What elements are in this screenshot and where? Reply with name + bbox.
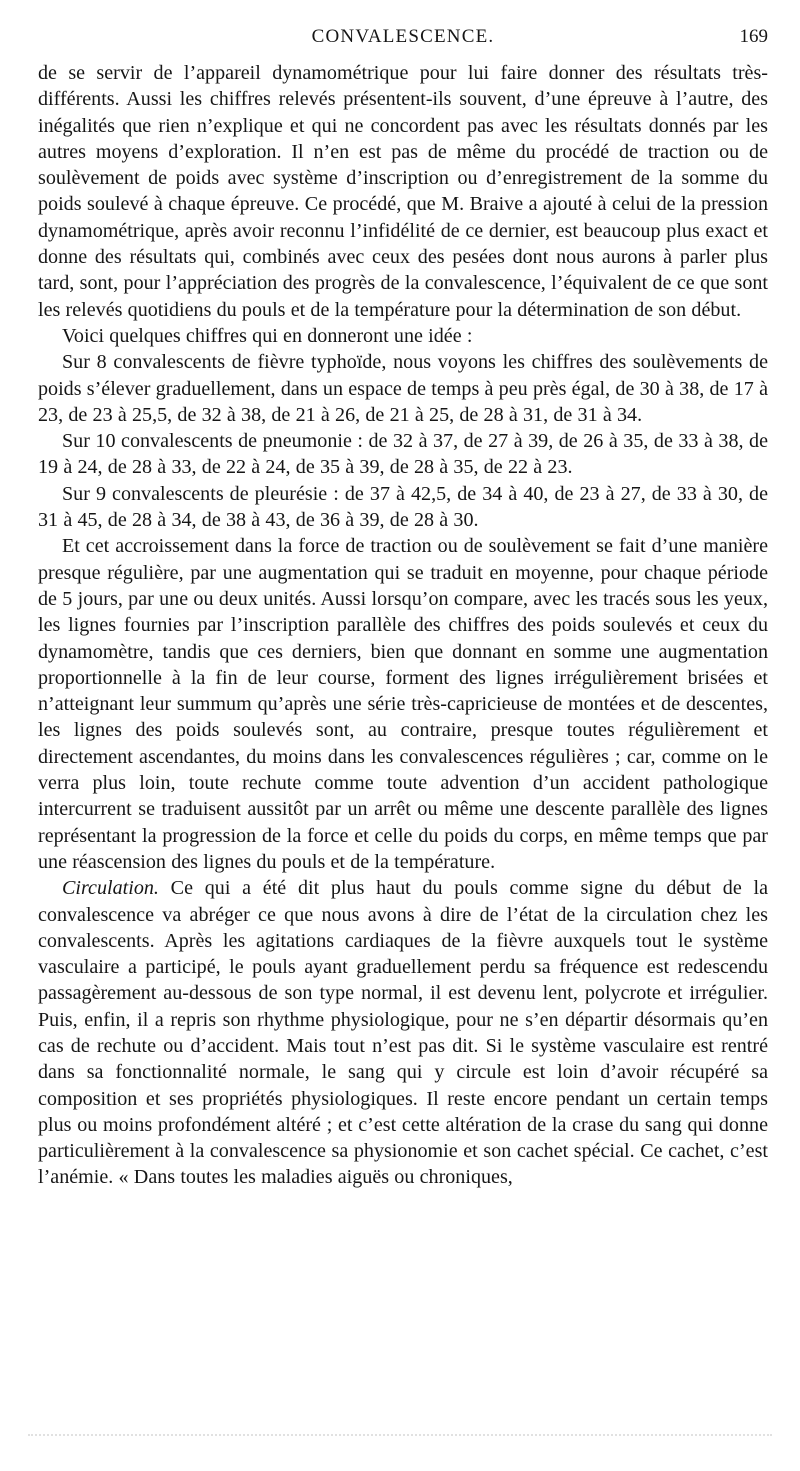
paragraph-circulation [38,875,768,1191]
paragraph-text: Sur 10 convalescents de pneumonie : de 32 à 37, de 27 à 39, de 26 à 35, de 33 à 38, de 19 à 24, de 28 à 33, de 22 à 24, de 35 à 39, de 28 à 35, de 22 à 23. [38,430,768,479]
paragraph-dynamometric-method [38,60,768,323]
book-page [38,26,768,1446]
paragraph-text: Et cet accroissement dans la force de traction ou de soulèvement se fait d’une manière presque régulière, par une augmentation qui se traduit en moyenne, pour chaque période de 5 jours, par une ou deux unités. Aussi lorsqu’on compare, avec les tracés sous les yeux, les lignes fournies par l’inscription parallèle des chiffres des poids soulevés et ceux du dynamomètre, tandis que ces derniers, bien que donnant en somme une augmentation proportionnelle à la fin de leur course, forment des lignes irrégulièrement brisées et n’atteignant leur summum qu’après une série très-capricieuse de montées et de descentes, les lignes des poids soulevés sont, au contraire, presque toutes régulièrement et directement ascendantes, du moins dans les convalescences régulières ; car, comme on le verra plus loin, toute rechute comme toute advention d’un accident pathologique intercurrent se traduisent aussitôt par un arrêt ou même une descente parallèle des lignes représentant la progression de la force et celle du poids du corps, en même temps que par une réascension des lignes du pouls et de la température. [38,535,768,873]
paragraph-text: Sur 8 convalescents de fièvre typhoïde, nous voyons les chiffres des soulèvements de poids s’élever graduellement, dans un espace de temps à peu près égal, de 30 à 38, de 17 à 23, de 23 à 25,5, de 32 à 38, de 21 à 26, de 21 à 25, de 28 à 31, de 31 à 34. [38,351,768,426]
paragraph-text: Ce qui a été dit plus haut du pouls comme signe du début de la convalescence va abréger ce que nous avons à dire de l’état de la circulation chez les convalescents. Après les agitations cardiaques de la fièvre auxquels tout le système vasculaire a participé, le pouls ayant graduellement perdu sa fréquence est redescendu passagèrement au-dessous de son type normal, il est devenu lent, polycrote et irrégulier. Puis, enfin, il a repris son rhythme physiologique, pour ne s’en départir désormais qu’en cas de rechute ou d’accident. Mais tout n’est pas dit. Si le système vasculaire est rentré dans sa fonctionnalité normale, le sang qui y circule est loin d’avoir récupéré sa composition et ses propriétés physiologiques. Il reste encore pendant un certain temps plus ou moins profondément altéré ; et c’est cette altération de la crase du sang qui donne particulièrement à la convalescence sa physionomie et son cachet spécial. Ce cachet, c’est l’anémie. « Dans toutes les maladies aiguës ou chroniques, [38,877,768,1189]
paragraph-figures-intro [38,323,768,349]
page-number: 169 [739,26,768,47]
paragraph-text: Voici quelques chiffres qui en donneront une idée : [62,324,473,347]
body-text [38,60,768,1191]
running-header [38,26,768,60]
section-lead-circulation: Circulation. [62,877,159,900]
paragraph-pneumonia-figures [38,428,768,481]
running-title: CONVALESCENCE. [311,26,495,47]
paragraph-force-increase [38,533,768,875]
paragraph-typhoid-figures [38,349,768,428]
paragraph-text: de se servir de l’appareil dynamométrique pour lui faire donner des résultats très-différents. Aussi les chiffres relevés présentent-ils souvent, d’une épreuve à l’autre, des inégalités que rien n’explique et qui ne concordent pas avec les résultats donnés par les autres moyens d’exploration. Il n’en est pas de même du procédé de traction ou de soulèvement de poids avec système d’inscription ou d’enregistrement de la somme du poids soulevé à chaque épreuve. Ce procédé, que M. Braive a ajouté à celui de la pression dynamométrique, après avoir reconnu l’infidélité de ce dernier, est beaucoup plus exact et donne des résultats qui, combinés avec ceux des pesées dont nous aurons à parler plus tard, sont, pour l’appréciation des progrès de la convalescence, l’équivalent de ce que sont les relevés quotidiens du pouls et de la température pour la détermination de son début. [38,62,768,321]
scan-footer-mark [28,1434,772,1444]
paragraph-text: Sur 9 convalescents de pleurésie : de 37 à 42,5, de 34 à 40, de 23 à 27, de 33 à 30, de 31 à 45, de 28 à 34, de 38 à 43, de 36 à 39, de 28 à 30. [38,482,768,532]
paragraph-pleurisy-figures [38,481,768,534]
